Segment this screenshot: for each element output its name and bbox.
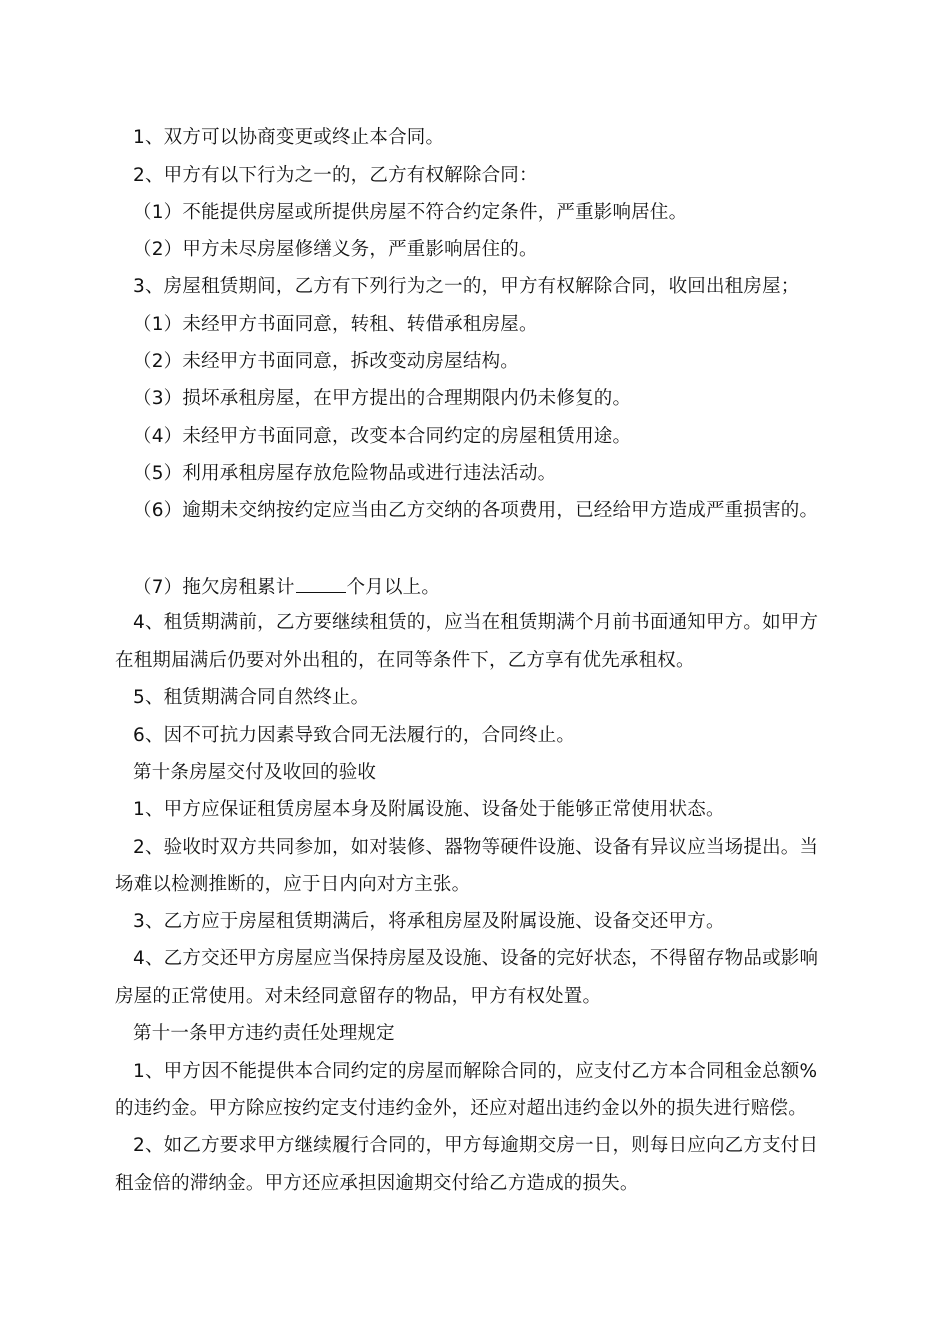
clause-11-1-cont: 的违约金。甲方除应按约定支付违约金外，还应对超出违约金以外的损失进行赔偿。 (115, 1098, 807, 1119)
clause-10-4: 4、乙方交还甲方房屋应当保持房屋及设施、设备的完好状态，不得留存物品或影响 (133, 948, 819, 969)
clause-9-3-5: （5）利用承租房屋存放危险物品或进行违法活动。 (133, 463, 557, 484)
arrears-text-before: （7）拖欠房租累计 (133, 577, 295, 598)
clause-11-2-cont: 租金倍的滞纳金。甲方还应承担因逾期交付给乙方造成的损失。 (115, 1173, 639, 1194)
clause-9-3-3: （3）损坏承租房屋，在甲方提出的合理期限内仍未修复的。 (133, 388, 632, 409)
clause-9-2-1: （1）不能提供房屋或所提供房屋不符合约定条件，严重影响居住。 (133, 202, 688, 223)
clause-9-4-cont: 在租期届满后仍要对外出租的，在同等条件下，乙方享有优先承租权。 (115, 650, 695, 671)
clause-9-4: 4、租赁期满前，乙方要继续租赁的，应当在租赁期满个月前书面通知甲方。如甲方 (133, 612, 819, 633)
clause-10-4-cont: 房屋的正常使用。对未经同意留存的物品，甲方有权处置。 (115, 986, 602, 1007)
clause-10-2-cont: 场难以检测推断的，应于日内向对方主张。 (115, 874, 471, 895)
arrears-text-after: 个月以上。 (346, 577, 441, 598)
clause-9-5: 5、租赁期满合同自然终止。 (133, 687, 370, 708)
clause-10-1: 1、甲方应保证租赁房屋本身及附属设施、设备处于能够正常使用状态。 (133, 799, 725, 820)
clause-9-3: 3、房屋租赁期间，乙方有下列行为之一的，甲方有权解除合同，收回出租房屋； (133, 276, 800, 297)
clause-9-2: 2、甲方有以下行为之一的，乙方有权解除合同： (133, 165, 538, 186)
clause-11-1: 1、甲方因不能提供本合同约定的房屋而解除合同的，应支付乙方本合同租金总额% (133, 1061, 818, 1082)
clause-10-3: 3、乙方应于房屋租赁期满后，将承租房屋及附属设施、设备交还甲方。 (133, 911, 725, 932)
clause-10-2: 2、验收时双方共同参加，如对装修、器物等硬件设施、设备有异议应当场提出。当 (133, 837, 819, 858)
article-10-heading: 第十条房屋交付及收回的验收 (133, 762, 377, 783)
clause-9-1: 1、双方可以协商变更或终止本合同。 (133, 127, 445, 148)
fill-in-blank (296, 574, 346, 593)
clause-9-3-7 (133, 574, 440, 600)
clause-9-3-1: （1）未经甲方书面同意，转租、转借承租房屋。 (133, 314, 538, 335)
clause-11-2: 2、如乙方要求甲方继续履行合同的，甲方每逾期交房一日，则每日应向乙方支付日 (133, 1135, 819, 1156)
article-11-heading: 第十一条甲方违约责任处理规定 (133, 1023, 395, 1044)
clause-9-3-2: （2）未经甲方书面同意，拆改变动房屋结构。 (133, 351, 519, 372)
clause-9-6: 6、因不可抗力因素导致合同无法履行的，合同终止。 (133, 725, 576, 746)
clause-9-3-4: （4）未经甲方书面同意，改变本合同约定的房屋租赁用途。 (133, 426, 632, 447)
clause-9-2-2: （2）甲方未尽房屋修缮义务，严重影响居住的。 (133, 239, 538, 260)
clause-9-3-6: （6）逾期未交纳按约定应当由乙方交纳的各项费用，已经给甲方造成严重损害的。 (133, 500, 819, 521)
